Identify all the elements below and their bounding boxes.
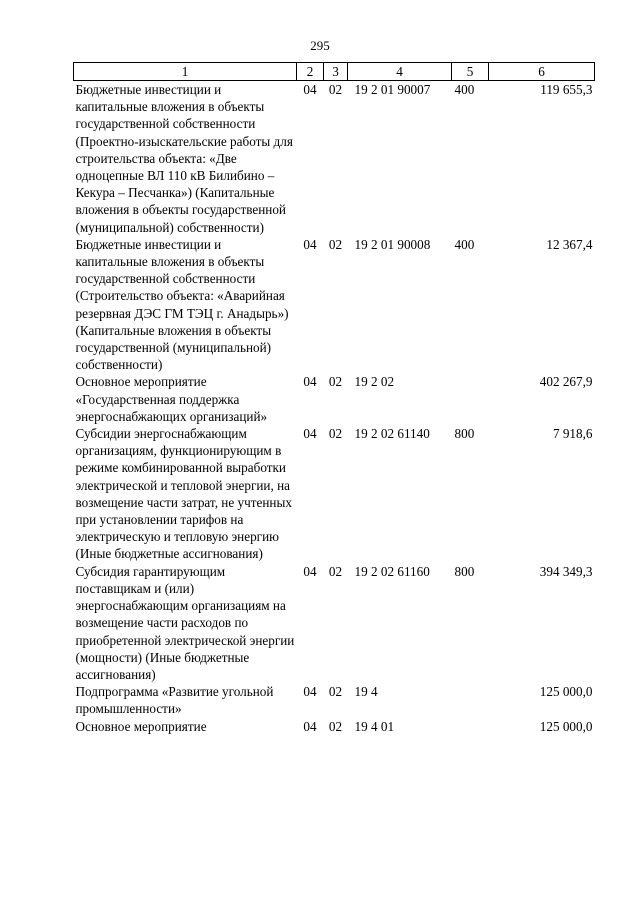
row-section: 04 bbox=[303, 82, 317, 97]
row-subsection: 02 bbox=[328, 563, 343, 579]
row-subsection: 02 bbox=[328, 684, 343, 700]
row-section: 04 bbox=[303, 718, 317, 734]
row-target-article: 19 2 01 90007 bbox=[354, 82, 431, 97]
table-row bbox=[74, 236, 595, 374]
row-target-article: 19 4 01 bbox=[354, 718, 395, 734]
table-row bbox=[74, 81, 595, 236]
row-name: Субсидии энергоснабжающим организациям, функционирующим в режиме комбинированной выработки электрической и тепловой энергии, на возмещение части затрат, не учтенных при установлении тарифов на электрическую и тепловую энергию (Иные бюджетные ассигнования) bbox=[75, 426, 292, 562]
table-header bbox=[74, 63, 595, 81]
row-name: Бюджетные инвестиции и капитальные вложения в объекты государственной собственности (Строительство объекта: «Аварийная резервная ДЭС ГМ ТЭЦ г. Анадырь») (Капитальные вложения в объекты государственной (муниципальной) собственности) bbox=[75, 236, 289, 373]
row-amount: 7 918,6 bbox=[552, 426, 593, 442]
table-row bbox=[74, 683, 595, 717]
header-col-2: 2 bbox=[297, 63, 324, 81]
page-number: 295 bbox=[310, 38, 330, 53]
row-section: 04 bbox=[303, 684, 317, 700]
table-row bbox=[74, 718, 595, 735]
row-target-article: 19 2 02 61140 bbox=[354, 426, 430, 442]
row-target-article: 19 2 01 90008 bbox=[354, 236, 431, 252]
row-amount: 119 655,3 bbox=[540, 82, 593, 97]
row-section: 04 bbox=[303, 236, 317, 252]
budget-table bbox=[73, 62, 595, 735]
row-name: Субсидия гарантирующим поставщикам и (или) энергоснабжающим организациям на возмещение части расходов по приобретенной электрической энергии (мощности) (Иные бюджетные ассигнования) bbox=[75, 563, 295, 682]
row-subsection: 02 bbox=[328, 718, 343, 734]
row-expense-type: 800 bbox=[454, 563, 475, 579]
row-subsection: 02 bbox=[328, 236, 343, 252]
row-subsection: 02 bbox=[328, 374, 343, 390]
row-subsection: 02 bbox=[328, 426, 343, 442]
table-row bbox=[74, 373, 595, 425]
row-expense-type bbox=[452, 373, 489, 425]
header-col-1: 1 bbox=[74, 63, 297, 81]
row-section: 04 bbox=[303, 426, 317, 442]
header-col-4: 4 bbox=[348, 63, 452, 81]
row-expense-type: 400 bbox=[454, 236, 475, 252]
row-name: Бюджетные инвестиции и капитальные вложения в объекты государственной собственности (Проектно-изыскательские работы для строительства объекта: «Две одноцепные ВЛ 110 кВ Билибино – Кекура – Песчанка») (Капитальные вложения в объекты государственной (муниципальной) собственности) bbox=[75, 82, 293, 235]
row-amount: 125 000,0 bbox=[539, 718, 593, 734]
row-amount: 12 367,4 bbox=[546, 236, 593, 252]
row-name: Подпрограмма «Развитие угольной промышленности» bbox=[75, 684, 274, 717]
header-col-6: 6 bbox=[489, 63, 595, 81]
row-expense-type bbox=[452, 718, 489, 735]
row-section: 04 bbox=[303, 374, 317, 390]
row-expense-type bbox=[452, 683, 489, 717]
row-amount: 125 000,0 bbox=[539, 684, 593, 700]
row-amount: 394 349,3 bbox=[539, 563, 593, 579]
row-name: Основное мероприятие bbox=[75, 718, 207, 734]
row-target-article: 19 4 bbox=[354, 684, 378, 700]
row-amount: 402 267,9 bbox=[539, 374, 593, 390]
header-col-3: 3 bbox=[324, 63, 348, 81]
table-row bbox=[74, 563, 595, 683]
table-body bbox=[74, 81, 595, 735]
header-col-5: 5 bbox=[452, 63, 489, 81]
header-row bbox=[74, 63, 595, 81]
row-expense-type: 400 bbox=[454, 82, 475, 97]
row-name: Основное мероприятие «Государственная поддержка энергоснабжающих организаций» bbox=[75, 374, 268, 424]
row-target-article: 19 2 02 bbox=[354, 374, 395, 390]
row-target-article: 19 2 02 61160 bbox=[354, 563, 430, 579]
table-row bbox=[74, 425, 595, 563]
row-subsection: 02 bbox=[328, 82, 343, 97]
row-section: 04 bbox=[303, 563, 317, 579]
row-expense-type: 800 bbox=[454, 426, 475, 442]
